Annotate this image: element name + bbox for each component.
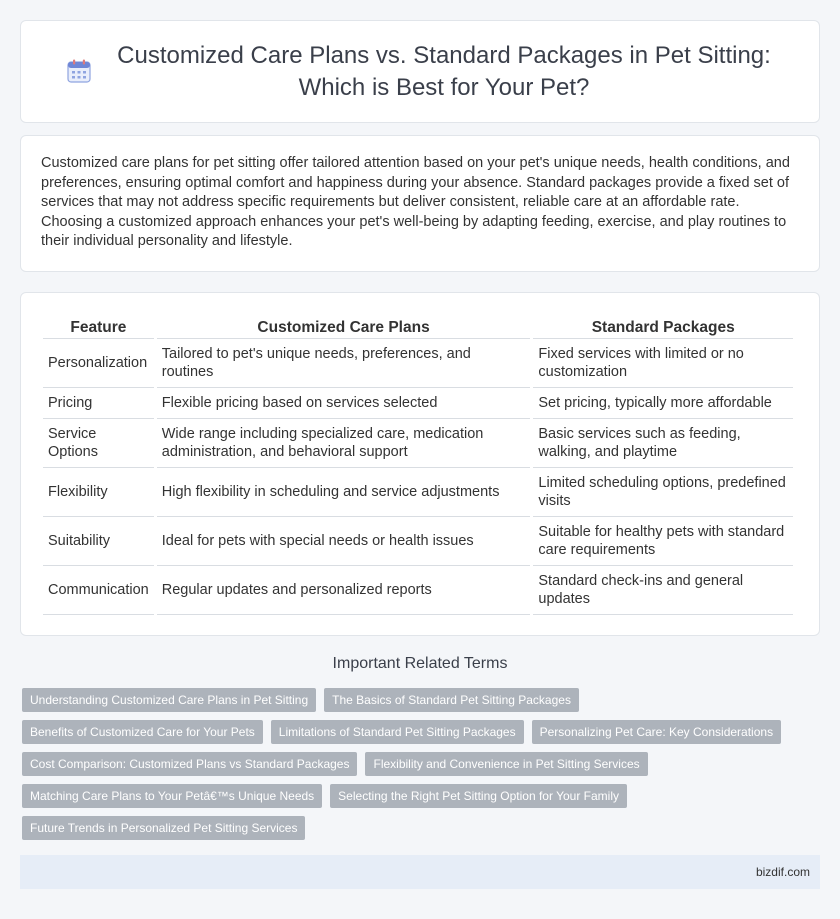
table-cell: Ideal for pets with special needs or health issues	[157, 517, 531, 566]
column-header-feature: Feature	[43, 309, 154, 339]
page-title: Customized Care Plans vs. Standard Packages in Pet Sitting: Which is Best for Your Pet?	[117, 41, 771, 101]
related-term-tag[interactable]: Benefits of Customized Care for Your Pets	[22, 720, 263, 744]
table-cell: Communication	[43, 566, 154, 615]
table-cell: Basic services such as feeding, walking, and playtime	[533, 419, 793, 468]
related-term-tag[interactable]: Matching Care Plans to Your Petâ€™s Unique Needs	[22, 784, 322, 808]
table-cell: Tailored to pet's unique needs, preferences, and routines	[157, 339, 531, 388]
related-term-tag[interactable]: Cost Comparison: Customized Plans vs Standard Packages	[22, 752, 357, 776]
table-row	[43, 388, 793, 419]
calendar-icon	[66, 58, 92, 84]
footer	[20, 855, 820, 889]
footer-brand[interactable]: bizdif.com	[755, 865, 810, 879]
related-term-tag[interactable]: The Basics of Standard Pet Sitting Packages	[324, 688, 579, 712]
column-header-standard: Standard Packages	[533, 309, 793, 339]
related-term-tag[interactable]: Understanding Customized Care Plans in Pet Sitting	[22, 688, 316, 712]
table-cell: Suitability	[43, 517, 154, 566]
related-terms-title: Important Related Terms	[332, 655, 508, 672]
related-term-tag[interactable]: Personalizing Pet Care: Key Considerations	[532, 720, 781, 744]
comparison-table-card	[20, 292, 820, 636]
table-row	[43, 339, 793, 388]
related-term-tag[interactable]: Flexibility and Convenience in Pet Sitting Services	[365, 752, 647, 776]
table-row	[43, 517, 793, 566]
table-cell: Wide range including specialized care, medication administration, and behavioral support	[157, 419, 531, 468]
table-cell: Service Options	[43, 419, 154, 468]
table-cell: Personalization	[43, 339, 154, 388]
related-term-tag[interactable]: Limitations of Standard Pet Sitting Packages	[271, 720, 524, 744]
header-card	[20, 20, 820, 123]
table-header-row	[43, 309, 793, 339]
related-terms-list	[22, 688, 822, 848]
table-cell: Fixed services with limited or no customization	[533, 339, 793, 388]
intro-paragraph: Customized care plans for pet sitting offer tailored attention based on your pet's unique needs, health conditions, and preferences, ensuring optimal comfort and happiness during your absence. Standard packages provide a fixed set of services that may not address specific requirements but deliver consistent, reliable care at an affordable rate. Choosing a customized approach enhances your pet's well-being by adapting feeding, exercise, and play routines to their individual personality and lifestyle.	[41, 155, 790, 249]
table-cell: Set pricing, typically more affordable	[533, 388, 793, 419]
table-row	[43, 468, 793, 517]
comparison-table	[40, 309, 796, 615]
intro-card	[20, 135, 820, 272]
table-cell: High flexibility in scheduling and service adjustments	[157, 468, 531, 517]
related-term-tag[interactable]: Selecting the Right Pet Sitting Option for Your Family	[330, 784, 627, 808]
table-cell: Regular updates and personalized reports	[157, 566, 531, 615]
table-cell: Suitable for healthy pets with standard care requirements	[533, 517, 793, 566]
related-term-tag[interactable]: Future Trends in Personalized Pet Sitting Services	[22, 816, 305, 840]
table-cell: Flexibility	[43, 468, 154, 517]
table-cell: Pricing	[43, 388, 154, 419]
table-cell: Standard check-ins and general updates	[533, 566, 793, 615]
table-cell: Limited scheduling options, predefined visits	[533, 468, 793, 517]
table-row	[43, 419, 793, 468]
column-header-customized: Customized Care Plans	[157, 309, 531, 339]
table-cell: Flexible pricing based on services selected	[157, 388, 531, 419]
table-row	[43, 566, 793, 615]
